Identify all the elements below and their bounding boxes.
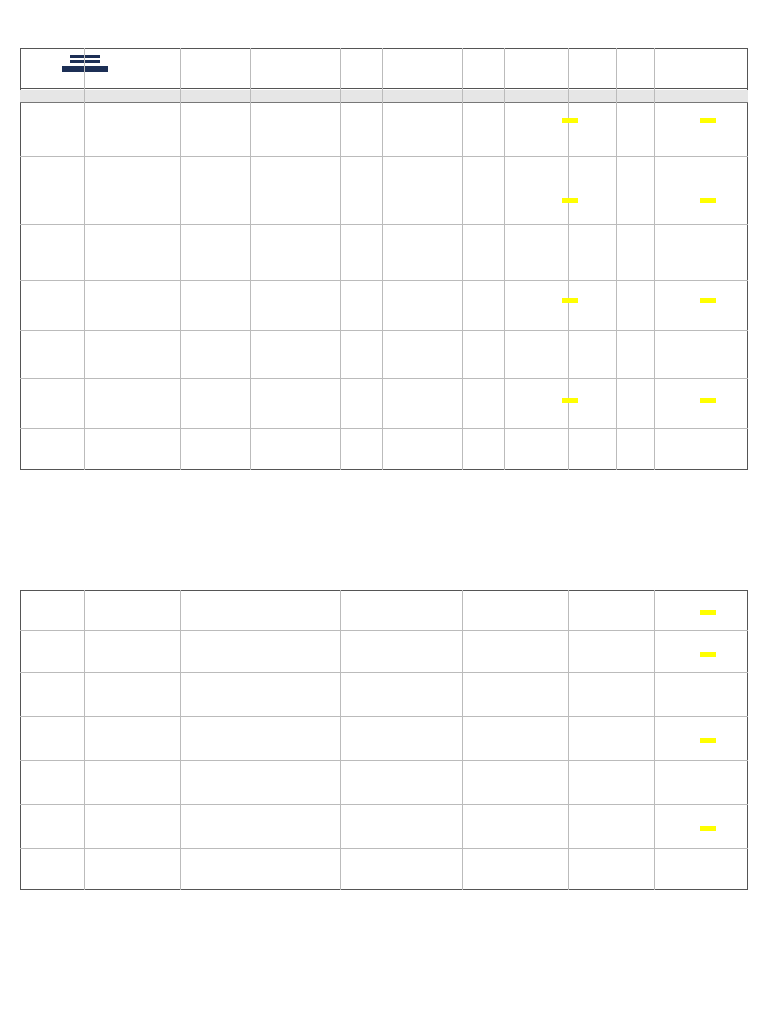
document-page-2 (20, 590, 748, 890)
status-cell (700, 198, 716, 203)
status-cell (700, 610, 716, 615)
status-cell (562, 118, 578, 123)
status-cell (700, 738, 716, 743)
status-cell (562, 398, 578, 403)
table-grid (20, 48, 748, 470)
document-header (20, 48, 748, 89)
status-cell (700, 298, 716, 303)
status-cell (700, 826, 716, 831)
status-cell (562, 198, 578, 203)
column-header-row (20, 90, 748, 103)
document-page-1 (20, 48, 748, 470)
status-cell (700, 652, 716, 657)
status-cell (700, 398, 716, 403)
status-cell (700, 118, 716, 123)
table-grid (20, 590, 748, 890)
company-logo (56, 53, 114, 81)
status-cell (562, 298, 578, 303)
